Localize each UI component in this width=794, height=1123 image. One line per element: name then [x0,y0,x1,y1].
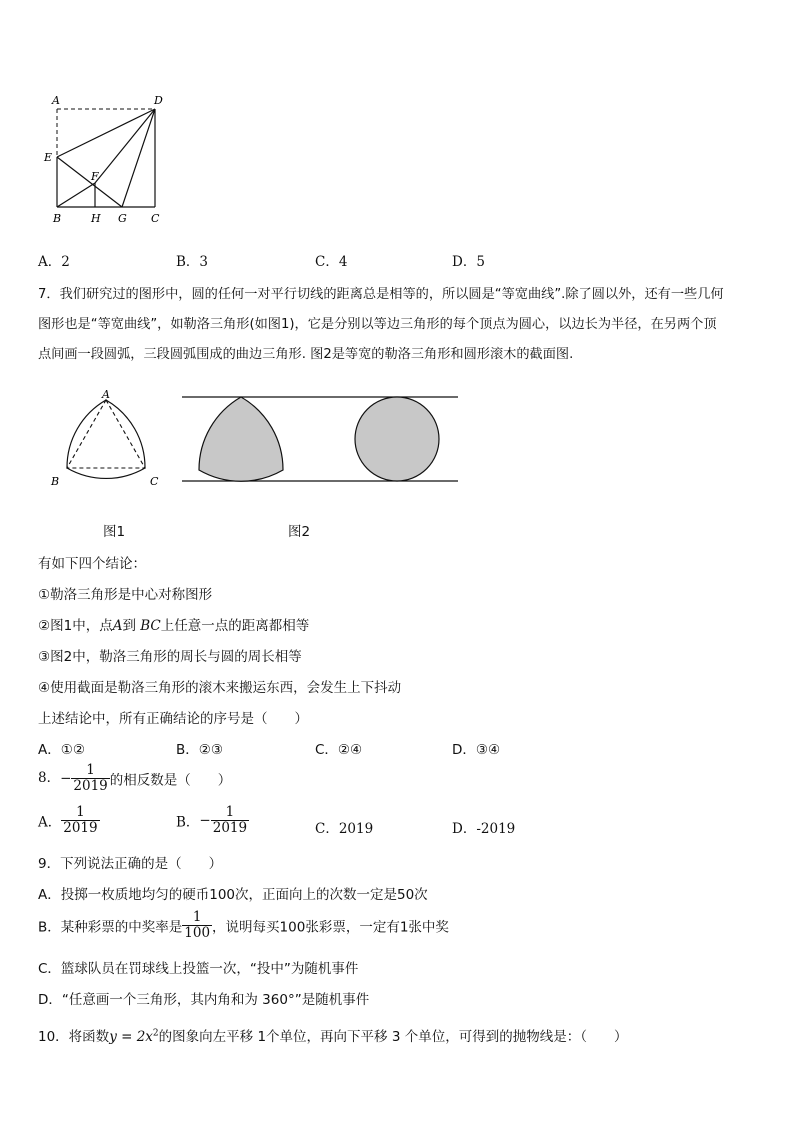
q8-fraction [71,763,109,794]
label-F: F [91,170,99,183]
q9-option-a: A．投掷一枚质地均匀的硬币100次，正面向上的次数一定是50次 [38,887,428,903]
q7-line-1: 7．我们研究过的图形中，圆的任何一对平行切线的距离总是相等的，所以圆是“等宽曲线”.除了圆以外，还有一些几何 [38,287,724,302]
c2-pre: ②图1中，点 [38,618,113,634]
label-H: H [91,212,101,225]
c2-post: 上任意一点的距离都相等 [160,618,310,634]
q6-option-b: B．3 [176,254,209,270]
q8-suffix: 的相反数是（ ） [109,772,232,789]
fig1-label-B: B [51,475,60,488]
q7-conclusion-1: ①勒洛三角形是中心对称图形 [38,587,213,603]
rollers-figure-2 [178,390,463,490]
q7-option-a: A．①② [38,742,85,758]
q8-b-num: 1 [225,804,235,820]
c2-mid: 到 [122,618,136,634]
q6-option-c: C．4 [315,254,348,270]
q8-num: 1 [86,762,95,778]
q8-option-d: D．-2019 [452,821,516,837]
q8-a-num: 1 [76,804,85,820]
label-B: B [53,212,62,225]
q9-option-d: D．“任意画一个三角形，其内角和为 360°”是随机事件 [38,992,370,1008]
q9-option-b [38,910,449,941]
q8-den: 2019 [73,777,108,794]
q7-line-2: 图形也是“等宽曲线”，如勒洛三角形(如图1)，它是分别以等边三角形的每个顶点为圆心，以边长为半径，在另两个顶 [38,317,717,332]
reuleaux-figure-1 [46,388,166,493]
q10-post: 的图象向左平移 1个单位，再向下平移 3 个单位，可得到的抛物线是：（ ） [158,1029,628,1045]
q6-option-a: A．2 [38,254,70,270]
square-figure [40,88,180,228]
q7-option-c: C．②④ [315,742,363,758]
q8-b-fraction [211,805,249,836]
q9-b-fraction [182,910,212,941]
q10-stem [38,1025,627,1045]
label-C: C [151,212,160,225]
q9-b-num: 1 [192,909,202,925]
q8-b-den: 2019 [212,819,248,836]
q8-option-b [176,805,249,836]
q8-option-c: C．2019 [315,821,374,837]
reuleaux-shape [199,397,283,481]
q10-exp: 2 [152,1028,159,1039]
label-E: E [44,151,53,164]
fig1-caption: 图1 [103,524,126,540]
q7-conclusion-2 [38,614,309,634]
q8-a-den: 2019 [63,819,98,836]
q8-option-a [38,805,100,836]
q9-b-den: 100 [184,924,211,941]
q8-b-label: B． [176,814,200,831]
q9-b-post: ，说明每买100张彩票，一定有1张中奖 [212,919,449,936]
q8-a-fraction [61,805,99,836]
q8-stem [38,763,231,794]
q8-a-label: A． [38,814,62,831]
q7-option-d: D．③④ [452,742,501,758]
fig1-label-A: A [102,388,110,401]
q8-prefix: 8． [38,769,61,786]
c2-bc: BC [140,618,161,634]
q10-pre: 10．将函数 [38,1029,110,1045]
fig2-caption: 图2 [288,524,311,540]
label-G: G [118,212,127,225]
q9-b-pre: B．某种彩票的中奖率是 [38,919,183,936]
label-D: D [154,94,163,107]
q9-stem: 9．下列说法正确的是（ ） [38,856,223,872]
c2-point-a: A [112,618,123,634]
q8-b-neg: − [199,812,211,829]
q7-conclusion-3: ③图2中，勒洛三角形的周长与圆的周长相等 [38,649,302,665]
q6-option-d: D．5 [452,254,485,270]
label-A: A [52,94,60,107]
q7-question: 上述结论中，所有正确结论的序号是（ ） [38,711,308,727]
q8-neg: − [60,770,72,787]
q10-func: y = 2x [109,1029,153,1045]
fig1-label-C: C [150,475,159,488]
q7-line-3: 点间画一段圆弧，三段圆弧围成的曲边三角形. 图2是等宽的勒洛三角形和圆形滚木的截面图. [38,347,574,362]
q7-option-b: B．②③ [176,742,223,758]
q9-option-c: C．篮球队员在罚球线上投篮一次，“投中”为随机事件 [38,961,359,977]
circle-shape [355,397,439,481]
q7-intro: 有如下四个结论： [38,556,146,572]
q7-conclusion-4: ④使用截面是勒洛三角形的滚木来搬运东西，会发生上下抖动 [38,680,402,696]
